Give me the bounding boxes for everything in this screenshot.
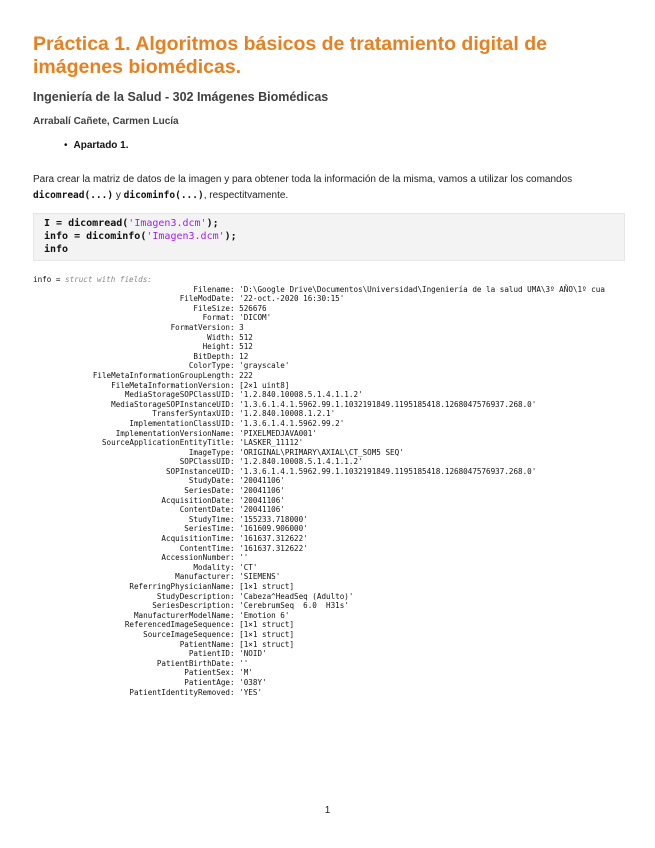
field-separator: : bbox=[230, 668, 240, 678]
field-name: Filename bbox=[193, 284, 230, 294]
field-separator: : bbox=[230, 466, 240, 476]
code-text: ); bbox=[206, 218, 219, 229]
field-value: 'Cabeza^HeadSeq (Adulto)' bbox=[239, 591, 354, 601]
field-name: StudyDate bbox=[188, 476, 230, 486]
output-field-row bbox=[33, 620, 655, 630]
output-field-row bbox=[33, 400, 655, 410]
field-name: Modality bbox=[193, 562, 230, 572]
field-value: '161637.312622' bbox=[239, 534, 308, 544]
field-separator: : bbox=[230, 514, 240, 524]
output-field-row bbox=[33, 611, 655, 621]
field-separator: : bbox=[230, 294, 240, 304]
output-field-row bbox=[33, 572, 655, 582]
output-field-row bbox=[33, 371, 655, 381]
field-name: SeriesDescription bbox=[152, 601, 230, 611]
field-value: '20041106' bbox=[239, 495, 285, 505]
field-name: ManufacturerModelName bbox=[133, 610, 230, 620]
inline-code-dicominfo: dicominfo(...) bbox=[123, 190, 204, 201]
output-field-row bbox=[33, 448, 655, 458]
output-field-row bbox=[33, 640, 655, 650]
field-value: 3 bbox=[239, 322, 244, 332]
field-name: FileMetaInformationVersion bbox=[111, 380, 230, 390]
code-line: info bbox=[44, 244, 69, 255]
field-name: AccessionNumber bbox=[161, 553, 230, 563]
field-value: 'Emotion 6' bbox=[239, 610, 290, 620]
inline-code-dicomread: dicomread(...) bbox=[33, 190, 114, 201]
field-separator: : bbox=[230, 534, 240, 544]
paragraph-text-before: Para crear la matriz de datos de la imagen y para obtener toda la información de la misma, vamos a utilizar los comandos bbox=[33, 174, 573, 185]
field-value: 'LASKER_11112' bbox=[239, 438, 304, 448]
field-value: '1.2.840.10008.1.2.1' bbox=[239, 409, 336, 419]
field-name: Height bbox=[202, 342, 230, 352]
field-separator: : bbox=[230, 553, 240, 563]
field-value: 526676 bbox=[239, 303, 267, 313]
section-list bbox=[64, 140, 129, 151]
field-name: Format bbox=[202, 313, 230, 323]
field-separator: : bbox=[230, 380, 240, 390]
field-value: '20041106' bbox=[239, 476, 285, 486]
field-value: '1.2.840.10008.5.1.4.1.1.2' bbox=[239, 390, 363, 400]
field-separator: : bbox=[230, 428, 240, 438]
output-field-row bbox=[33, 429, 655, 439]
field-value: '' bbox=[239, 553, 249, 563]
command-output bbox=[33, 275, 655, 697]
field-value: [1×1 struct] bbox=[239, 629, 295, 639]
output-field-row bbox=[33, 515, 655, 525]
field-value: [1×1 struct] bbox=[239, 639, 295, 649]
field-name: SourceApplicationEntityTitle bbox=[101, 438, 230, 448]
field-name: Width bbox=[207, 332, 230, 342]
output-field-row bbox=[33, 323, 655, 333]
field-value: '155233.718000' bbox=[239, 514, 308, 524]
field-name: TransferSyntaxUID bbox=[152, 409, 230, 419]
field-separator: : bbox=[230, 322, 240, 332]
field-value: 'NOID' bbox=[239, 649, 267, 659]
output-field-row bbox=[33, 563, 655, 573]
field-separator: : bbox=[230, 447, 240, 457]
field-separator: : bbox=[230, 562, 240, 572]
field-separator: : bbox=[230, 351, 240, 361]
field-name: PatientSex bbox=[184, 668, 230, 678]
field-separator: : bbox=[230, 390, 240, 400]
field-value: '038Y' bbox=[239, 677, 267, 687]
output-variable: info = bbox=[33, 275, 66, 284]
output-field-row bbox=[33, 534, 655, 544]
field-value: 'PIXELMEDJAVA001' bbox=[239, 428, 317, 438]
output-field-row bbox=[33, 524, 655, 534]
field-name: PatientIdentityRemoved bbox=[129, 687, 230, 697]
field-value: 12 bbox=[239, 351, 249, 361]
field-separator: : bbox=[230, 582, 240, 591]
output-field-row bbox=[33, 688, 655, 698]
field-value: [1×1 struct] bbox=[239, 620, 295, 630]
field-name: ReferencedImageSequence bbox=[124, 620, 230, 630]
field-name: SeriesTime bbox=[184, 524, 230, 534]
field-value: [1×1 struct] bbox=[239, 582, 295, 591]
field-value: 'CerebrumSeq 6.0 H31s' bbox=[239, 601, 349, 611]
field-value: 'M' bbox=[239, 668, 253, 678]
field-name: SOPInstanceUID bbox=[165, 466, 230, 476]
code-text: I = dicomread( bbox=[44, 218, 129, 229]
section-bullet: • Apartado 1. bbox=[64, 140, 129, 151]
code-text: info = dicominfo( bbox=[44, 231, 147, 242]
output-field-row bbox=[33, 601, 655, 611]
field-separator: : bbox=[230, 486, 240, 496]
field-separator: : bbox=[230, 342, 240, 352]
code-line bbox=[44, 217, 624, 230]
paragraph-text-middle: y bbox=[113, 190, 124, 201]
output-header bbox=[33, 275, 655, 285]
field-separator: : bbox=[230, 572, 240, 582]
output-field-row bbox=[33, 313, 655, 323]
field-value: '1.3.6.1.4.1.5962.99.1.1032191849.1195185418.1268047576937.268.0' bbox=[239, 399, 537, 409]
field-value: 'grayscale' bbox=[239, 361, 290, 371]
field-separator: : bbox=[230, 284, 240, 294]
field-name: MediaStorageSOPClassUID bbox=[124, 390, 230, 400]
output-field-row bbox=[33, 582, 655, 592]
field-separator: : bbox=[230, 591, 240, 601]
output-field-row bbox=[33, 544, 655, 554]
field-separator: : bbox=[230, 303, 240, 313]
field-separator: : bbox=[230, 409, 240, 419]
field-separator: : bbox=[230, 505, 240, 515]
field-name: ImageType bbox=[188, 447, 230, 457]
output-field-row bbox=[33, 630, 655, 640]
output-field-row bbox=[33, 496, 655, 506]
output-field-row bbox=[33, 342, 655, 352]
field-name: PatientName bbox=[179, 639, 230, 649]
output-field-row bbox=[33, 668, 655, 678]
field-value: 512 bbox=[239, 332, 253, 342]
output-field-row bbox=[33, 333, 655, 343]
output-field-row bbox=[33, 553, 655, 563]
field-name: PatientID bbox=[188, 649, 230, 659]
field-value: 'CT' bbox=[239, 562, 258, 572]
field-value: '20041106' bbox=[239, 486, 285, 496]
field-name: ReferringPhysicianName bbox=[129, 582, 230, 591]
paragraph-text-after: , respectitvamente. bbox=[203, 190, 289, 201]
output-field-row bbox=[33, 409, 655, 419]
field-separator: : bbox=[230, 457, 240, 467]
author-name: Arrabalí Cañete, Carmen Lucía bbox=[33, 116, 179, 127]
field-value: 'SIEMENS' bbox=[239, 572, 281, 582]
field-name: AcquisitionTime bbox=[161, 534, 230, 544]
output-field-row bbox=[33, 659, 655, 669]
field-separator: : bbox=[230, 313, 240, 323]
field-separator: : bbox=[230, 601, 240, 611]
field-separator: : bbox=[230, 438, 240, 448]
code-block bbox=[33, 213, 625, 261]
field-separator: : bbox=[230, 399, 240, 409]
field-value: 'DICOM' bbox=[239, 313, 272, 323]
field-separator: : bbox=[230, 658, 240, 668]
field-separator: : bbox=[230, 610, 240, 620]
field-name: ColorType bbox=[188, 361, 230, 371]
page-title: Práctica 1. Algoritmos básicos de tratamiento digital de imágenes biomédicas. bbox=[33, 33, 547, 78]
field-separator: : bbox=[230, 418, 240, 428]
field-separator: : bbox=[230, 629, 240, 639]
output-field-row bbox=[33, 381, 655, 391]
field-name: PatientAge bbox=[184, 677, 230, 687]
intro-paragraph bbox=[33, 172, 633, 204]
field-value: '161609.906000' bbox=[239, 524, 308, 534]
code-string: 'Imagen3.dcm' bbox=[128, 218, 207, 229]
field-name: SOPClassUID bbox=[179, 457, 230, 467]
field-separator: : bbox=[230, 620, 240, 630]
field-value: '20041106' bbox=[239, 505, 285, 515]
field-name: PatientBirthDate bbox=[156, 658, 230, 668]
field-name: StudyDescription bbox=[156, 591, 230, 601]
field-name: ContentDate bbox=[179, 505, 230, 515]
output-field-row bbox=[33, 486, 655, 496]
page-number: 1 bbox=[324, 805, 331, 816]
field-separator: : bbox=[230, 361, 240, 371]
page-subtitle: Ingeniería de la Salud - 302 Imágenes Biomédicas bbox=[33, 90, 329, 104]
field-separator: : bbox=[230, 476, 240, 486]
field-value: '' bbox=[239, 658, 249, 668]
field-name: MediaStorageSOPInstanceUID bbox=[111, 399, 230, 409]
field-value: 512 bbox=[239, 342, 253, 352]
field-value: 'D:\Google Drive\Documentos\Universidad\Ingeniería de la salud UMA\3º AÑO\1º cua bbox=[239, 284, 605, 294]
output-field-row bbox=[33, 505, 655, 515]
field-separator: : bbox=[230, 649, 240, 659]
field-name: SeriesDate bbox=[184, 486, 230, 496]
field-name: FileMetaInformationGroupLength bbox=[92, 370, 230, 380]
field-name: ImplementationClassUID bbox=[129, 418, 230, 428]
output-field-row bbox=[33, 438, 655, 448]
output-field-row bbox=[33, 419, 655, 429]
field-separator: : bbox=[230, 639, 240, 649]
output-field-row bbox=[33, 592, 655, 602]
output-field-row bbox=[33, 352, 655, 362]
field-name: ContentTime bbox=[179, 543, 230, 553]
field-separator: : bbox=[230, 543, 240, 553]
code-string: 'Imagen3.dcm' bbox=[146, 231, 225, 242]
field-value: 222 bbox=[239, 370, 253, 380]
field-separator: : bbox=[230, 370, 240, 380]
field-name: Manufacturer bbox=[175, 572, 230, 582]
output-field-row bbox=[33, 476, 655, 486]
field-separator: : bbox=[230, 687, 240, 697]
output-field-row bbox=[33, 678, 655, 688]
field-separator: : bbox=[230, 332, 240, 342]
output-field-row bbox=[33, 390, 655, 400]
field-name: FileSize bbox=[193, 303, 230, 313]
output-field-row bbox=[33, 361, 655, 371]
field-value: [2×1 uint8] bbox=[239, 380, 290, 390]
field-value: '1.3.6.1.4.1.5962.99.1.1032191849.1195185418.1268047576937.268.0' bbox=[239, 466, 537, 476]
field-name: AcquisitionDate bbox=[161, 495, 230, 505]
field-separator: : bbox=[230, 495, 240, 505]
output-field-row bbox=[33, 285, 655, 295]
field-value: 'YES' bbox=[239, 687, 263, 697]
field-name: SourceImageSequence bbox=[143, 629, 230, 639]
field-separator: : bbox=[230, 677, 240, 687]
field-name: ImplementationVersionName bbox=[115, 428, 230, 438]
output-field-row bbox=[33, 294, 655, 304]
field-value: '1.3.6.1.4.1.5962.99.2' bbox=[239, 418, 345, 428]
code-text: ); bbox=[224, 231, 237, 242]
field-name: FormatVersion bbox=[170, 322, 230, 332]
field-name: StudyTime bbox=[188, 514, 230, 524]
output-field-row bbox=[33, 304, 655, 314]
output-struct-label: struct with fields: bbox=[65, 275, 152, 284]
field-value: '1.2.840.10008.5.1.4.1.1.2' bbox=[239, 457, 363, 467]
output-field-row bbox=[33, 457, 655, 467]
field-value: '161637.312622' bbox=[239, 543, 308, 553]
field-value: 'ORIGINAL\PRIMARY\AXIAL\CT_SOM5 SEQ' bbox=[239, 447, 404, 457]
output-fields bbox=[33, 285, 655, 698]
output-field-row bbox=[33, 649, 655, 659]
code-line bbox=[44, 230, 624, 243]
field-separator: : bbox=[230, 524, 240, 534]
field-value: '22-oct.-2020 16:30:15' bbox=[239, 294, 345, 304]
output-field-row bbox=[33, 467, 655, 477]
field-name: BitDepth bbox=[193, 351, 230, 361]
field-name: FileModDate bbox=[179, 294, 230, 304]
